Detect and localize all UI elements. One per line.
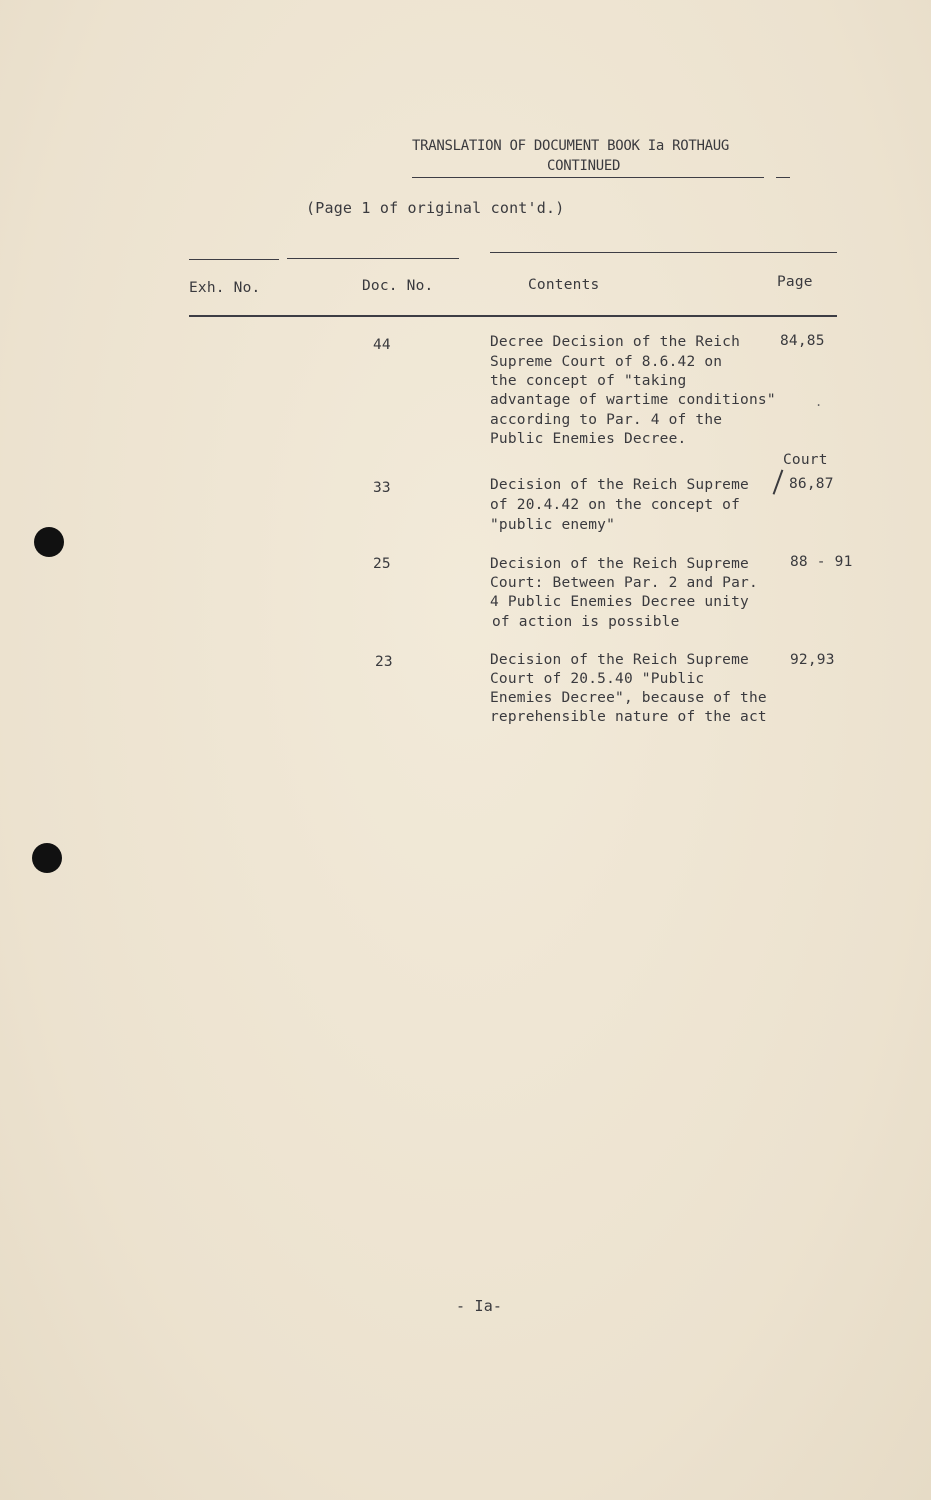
punch-hole-top bbox=[34, 527, 64, 557]
row-3-line-3: 4 Public Enemies Decree unity bbox=[490, 594, 749, 610]
row-2-line-1: Decision of the Reich Supreme bbox=[490, 477, 749, 493]
row-2-line-2: of 20.4.42 on the concept of bbox=[490, 497, 741, 513]
row-2-line-3: "public enemy" bbox=[490, 517, 616, 533]
row-1-line-6: Public Enemies Decree. bbox=[490, 431, 687, 447]
row-1-line-2: Supreme Court of 8.6.42 on bbox=[490, 354, 723, 370]
row-4-page: 92,93 bbox=[790, 652, 835, 668]
column-header-contents: Contents bbox=[528, 277, 600, 293]
table-top-rule-1 bbox=[189, 259, 279, 260]
row-1-line-5: according to Par. 4 of the bbox=[490, 412, 723, 428]
page-continuation-note: (Page 1 of original cont'd.) bbox=[306, 199, 565, 217]
column-header-page: Page bbox=[777, 274, 813, 290]
page-number: - Ia- bbox=[456, 1297, 503, 1315]
row-4-line-4: reprehensible nature of the act bbox=[490, 709, 767, 725]
row-3-doc-no: 25 bbox=[373, 556, 391, 572]
row-3-line-2: Court: Between Par. 2 and Par. bbox=[490, 575, 758, 591]
table-top-rule-3 bbox=[490, 252, 837, 253]
title-underline bbox=[412, 177, 764, 178]
margin-mark: . bbox=[815, 395, 823, 409]
row-2-doc-no: 33 bbox=[373, 480, 391, 496]
title-underline-tail bbox=[776, 177, 790, 178]
row-2-insert-court: Court bbox=[783, 452, 828, 468]
document-subtitle: CONTINUED bbox=[547, 158, 621, 174]
row-1-line-3: the concept of "taking bbox=[490, 373, 687, 389]
document-title: TRANSLATION OF DOCUMENT BOOK Ia ROTHAUG bbox=[412, 138, 730, 154]
column-header-doc-no: Doc. No. bbox=[362, 278, 434, 294]
row-1-page: 84,85 bbox=[780, 333, 825, 349]
column-header-exh-no: Exh. No. bbox=[189, 280, 261, 296]
punch-hole-bottom bbox=[32, 843, 62, 873]
row-3-line-1: Decision of the Reich Supreme bbox=[490, 556, 749, 572]
row-4-line-3: Enemies Decree", because of the bbox=[490, 690, 767, 706]
insertion-mark bbox=[773, 470, 783, 495]
table-top-rule-2 bbox=[287, 258, 459, 259]
row-4-line-2: Court of 20.5.40 "Public bbox=[490, 671, 705, 687]
table-header-rule bbox=[189, 315, 837, 317]
row-1-line-4: advantage of wartime conditions" bbox=[490, 392, 776, 408]
row-3-line-4: of action is possible bbox=[492, 614, 680, 630]
row-1-doc-no: 44 bbox=[373, 337, 391, 353]
row-4-line-1: Decision of the Reich Supreme bbox=[490, 652, 749, 668]
row-3-page: 88 - 91 bbox=[790, 554, 853, 570]
row-2-page: 86,87 bbox=[789, 476, 834, 492]
row-4-doc-no: 23 bbox=[375, 654, 393, 670]
row-1-line-1: Decree Decision of the Reich bbox=[490, 334, 741, 350]
